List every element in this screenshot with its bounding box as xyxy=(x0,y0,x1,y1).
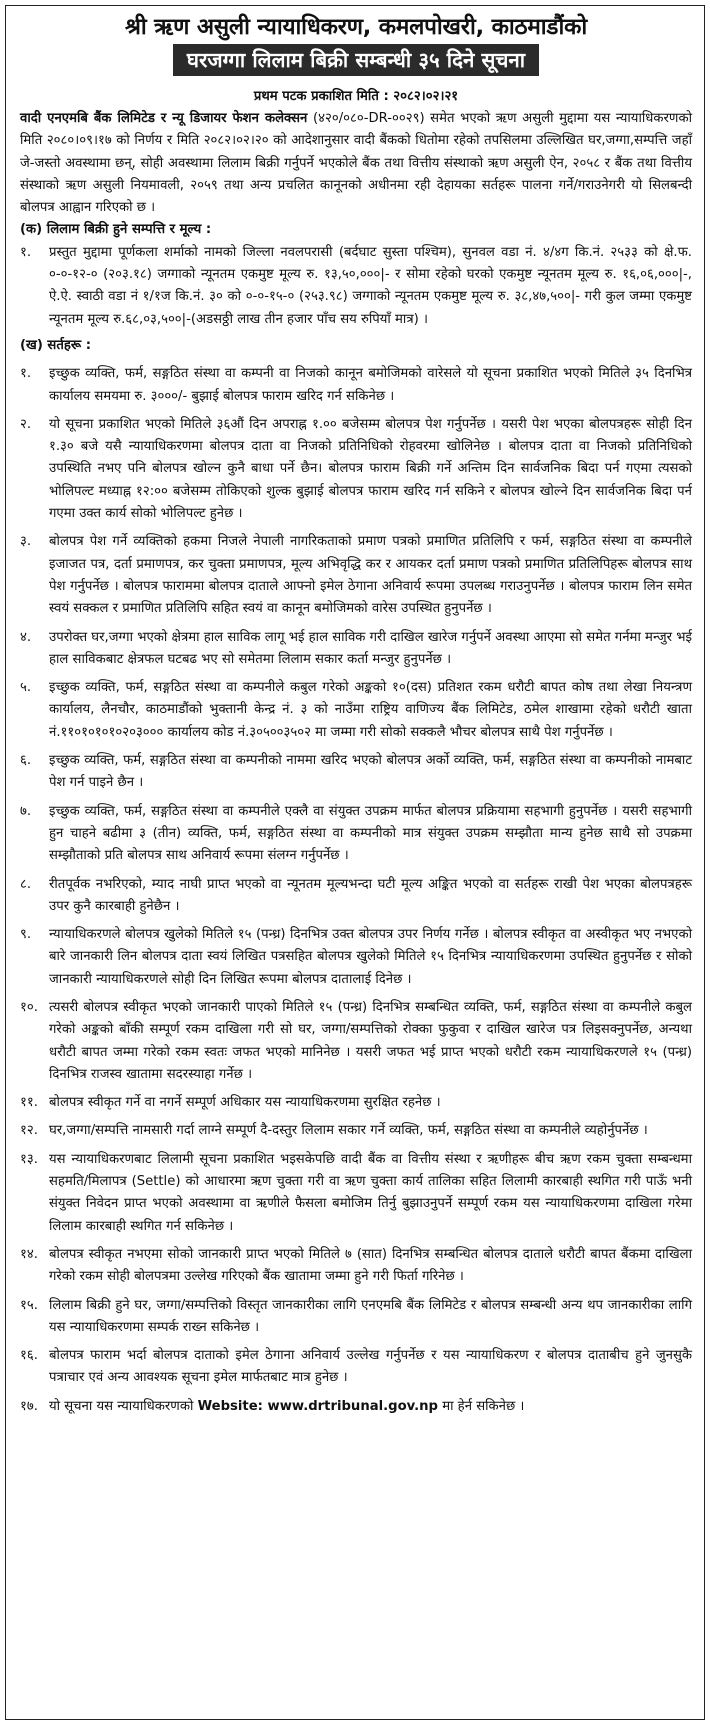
condition-item xyxy=(20,1244,692,1289)
section-property-heading: (क) लिलाम बिक्री हुने सम्पत्ति र मूल्य : xyxy=(20,222,212,238)
item-number: २. xyxy=(20,416,32,432)
condition-item xyxy=(20,1345,692,1390)
item-number: १३. xyxy=(20,1151,38,1167)
item-number: ९. xyxy=(20,927,32,943)
item-number: १. xyxy=(20,366,32,382)
condition-item xyxy=(20,924,692,991)
item-number: १६. xyxy=(20,1348,38,1364)
notice-frame xyxy=(5,5,705,1720)
website-link[interactable]: Website: www.drtribunal.gov.np xyxy=(197,1398,438,1414)
item-number: १७. xyxy=(20,1398,38,1414)
item-text: प्रस्तुत मुद्दामा पूर्णकला शर्माको नामको जिल्ला नवलपरासी (बर्दघाट सुस्ता पश्चिम), सुनवल वडा नं. ४/४ग कि.नं. २५३३ को क्षे.फ. ०-०-१२-० (२०३.१८) जग्गाको न्यूनतम एकमुष्ट मूल्य रु. १३,५०,०००|- र सोमा रहेको घरको एकमुष्ट न्यूनतम मूल्य रु. १६,०६,०००|-, ऐ.ऐ. स्वाठी वडा नं १/१ज कि.नं. ३० को ०-०-१५-० (२५३.९८) जग्गाको न्यूनतम एकमुष्ट मूल्य रु. ३८,४७,५००|- गरी कुल जम्मा एकमुष्ट न्यूनतम मूल्य रु.६८,०३,५००|-(अडसठ्ठी लाख तीन हजार पाँच सय रुपियाँ मात्र) । xyxy=(49,244,692,327)
condition-item xyxy=(20,801,692,868)
condition-item xyxy=(20,1092,692,1114)
item-text: इच्छुक व्यक्ति, फर्म, सङ्गठित संस्था वा कम्पनीको नाममा खरिद भएको बोलपत्र अर्को व्यक्ति, फर्म, सङ्गठित संस्था वा कम्पनीको नामबाट पेश गर्न पाइने छैन । xyxy=(49,753,692,791)
condition-item xyxy=(20,677,692,744)
item-text: न्यायाधिकरणले बोलपत्र खुलेको मितिले १५ (पन्ध्र) दिनभित्र उक्त बोलपत्र उपर निर्णय गर्नेछ । बोलपत्र स्वीकृत वा अस्वीकृत भए नभएको बारे जानकारी लिन बोलपत्र दाता स्वयं लिखित पत्रसहित बोलपत्र खुलेको मितिले १५ दिनभित्र न्यायाधिकरणमा उपस्थित हुनुपर्नेछ र सोको जानकारी न्यायाधिकरणले सोही दिन लिखित रूपमा बोलपत्र दातालाई दिनेछ । xyxy=(49,927,692,987)
item-text: इच्छुक व्यक्ति, फर्म, सङ्गठित संस्था वा कम्पनी वा निजको कानून बमोजिमको वारेसले यो सूचना प्रकाशित भएको मितिले ३५ दिनभित्र कार्यालय समयमा रु. ३०००/- बुझाई बोलपत्र फाराम खरिद गर्न सकिनेछ । xyxy=(49,366,692,404)
condition-item xyxy=(20,997,692,1086)
item-number: १२. xyxy=(20,1123,38,1139)
section-conditions-heading: (ख) सर्तहरू : xyxy=(20,337,91,353)
plaintiff-parties: वादी एनएमबि बैंक लिमिटेड र न्यू डिजायर फेशन कलेक्सन xyxy=(20,111,308,126)
item-number: ५. xyxy=(20,680,32,696)
property-item xyxy=(20,242,692,331)
item-text: बोलपत्र फाराम भर्दा बोलपत्र दाताको इमेल ठेगाना अनिवार्य उल्लेख गर्नुपर्नेछ र यस न्यायाधिकरण र बोलपत्र दाताबीच हुने जुनसुकै पत्राचार एवं अन्य आवश्यक सूचना इमेल मार्फतबाट मात्र हुनेछ । xyxy=(49,1348,692,1386)
item-number: १४. xyxy=(20,1246,38,1262)
item-number: ७. xyxy=(20,803,32,819)
website-pre: यो सूचना यस न्यायाधिकरणको xyxy=(49,1398,198,1414)
publication-date: प्रथम पटक प्रकाशित मिति : २०८२।०२।२१ xyxy=(253,89,459,104)
item-number: ३. xyxy=(20,534,32,550)
item-number: ११. xyxy=(20,1095,38,1111)
notice-title: श्री ऋण असुली न्यायाधिकरण, कमलपोखरी, काठमाडौंको xyxy=(124,14,588,40)
notice-banner: घरजग्गा लिलाम बिक्री सम्बन्धी ३५ दिने सूचना xyxy=(173,44,539,76)
item-number: १०. xyxy=(20,999,38,1015)
item-text: बोलपत्र स्वीकृत गर्ने वा नगर्ने सम्पूर्ण अधिकार यस न्यायाधिकरणमा सुरक्षित रहनेछ । xyxy=(49,1095,441,1111)
item-number: ४. xyxy=(20,629,32,645)
condition-item xyxy=(20,1295,692,1340)
item-text: यस न्यायाधिकरणबाट लिलामी सूचना प्रकाशित भइसकेपछि वादी बैंक वा वित्तीय संस्था र ऋणीहरू बीच ऋण रकम चुक्ता सम्बन्धमा सहमति/मिलापत्र (Settle) को आधारमा ऋण चुक्ता गरी वा ऋण चुक्ता कार्य तालिका सहित लिलामी कारबाही स्थगित गरी पाऊँ भनी संयुक्त निवेदन प्राप्त भएको अवस्थामा वा ऋणीले फैसला बमोजिम तिर्नु बुझाउनुपर्ने सम्पूर्ण रकम यस न्यायाधिकरणमा दाखिला गरेमा लिलाम कारबाही स्थगित गर्न सकिनेछ । xyxy=(49,1151,692,1234)
item-number: १. xyxy=(20,244,32,260)
item-text: यो सूचना प्रकाशित भएको मितिले ३६औं दिन अपराह्न १.०० बजेसम्म बोलपत्र पेश गर्नुपर्नेछ । यसरी पेश भएका बोलपत्रहरू सोही दिन १.३० बजे यसै न्यायाधिकरणमा बोलपत्र दाता वा निजको प्रतिनिधिको रोहवरमा खोलिनेछ । बोलपत्र दाता वा निजको प्रतिनिधिको उपस्थिति नभए पनि बोलपत्र खोल्न कुनै बाधा पर्ने छैन। बोलपत्र फाराम बिक्री गर्ने अन्तिम दिन सार्वजनिक बिदा पर्न गएमा त्यसको भोलिपल्ट मध्याह्न १२:०० बजेसम्म तोकिएको शुल्क बुझाई बोलपत्र फाराम खरिद गर्न सकिने र बोलपत्र खोल्ने दिन सार्वजनिक बिदा पर्न गएमा उक्त कार्य सोको भोलिपल्ट हुनेछ । xyxy=(49,416,692,522)
item-text xyxy=(49,1396,692,1418)
intro-text: (४२०/०८०-DR-००२९) समेत भएको ऋण असुली मुद्दामा यस न्यायाधिकरणको मिति २०८०।०९।१७ को निर्णय र मिति २०८२।०२।२० को आदेशानुसार वादी बैंकको धितोमा रहेको तपसिलमा उल्लिखित घर,जग्गा,सम्पत्ति जहाँ जे-जस्तो अवस्थामा छन्, सोही अवस्थामा लिलाम बिक्री गर्नुपर्ने भएकोले बैंक तथा वित्तीय संस्थाको ऋण असुली ऐन, २०५८ र बैंक तथा वित्तीय संस्थाको ऋण असुली नियमावली, २०५९ तथा अन्य प्रचलित कानूनको अधीनमा रही देहायका सर्तहरू पालना गर्ने/गराउनेगरी यो सिलबन्दी बोलपत्र आह्वान गरिएको छ । xyxy=(20,111,692,216)
condition-item xyxy=(20,1120,692,1142)
condition-item xyxy=(20,627,692,672)
website-post: मा हेर्न सकिनेछ । xyxy=(438,1398,525,1414)
notice-banner-wrap xyxy=(20,44,692,76)
condition-item xyxy=(20,874,692,919)
item-text: बोलपत्र पेश गर्ने व्यक्तिको हकमा निजले नेपाली नागरिकताको प्रमाण पत्रको प्रमाणित प्रतिलिपि र फर्म, सङ्गठित संस्था वा कम्पनीले इजाजत पत्र, दर्ता प्रमाणपत्र, कर चुक्ता प्रमाणपत्र, मूल्य अभिवृद्धि कर र आयकर दर्ता प्रमाण पत्रको प्रमाणित प्रतिलिपिहरू बोलपत्र साथ पेश गर्नुपर्नेछ । बोलपत्र फाराममा बोलपत्र दाताले आफ्नो इमेल ठेगाना अनिवार्य रूपमा उपलब्ध गराउनुपर्नेछ । बोलपत्र फाराम लिन समेत स्वयं सक्कल र प्रमाणित प्रतिलिपि सहित स्वयं वा कानून बमोजिमको वारेस उपस्थित हुनुपर्नेछ । xyxy=(49,534,692,617)
item-number: १५. xyxy=(20,1297,38,1313)
item-text: इच्छुक व्यक्ति, फर्म, सङ्गठित संस्था वा कम्पनीले कबुल गरेको अङ्कको १०(दस) प्रतिशत रकम धरौटी बापत कोष तथा लेखा नियन्त्रण कार्यालय, लैनचौर, काठमाडौंको भुक्तानी केन्द्र नं. ३ को नाउँमा राष्ट्रिय वाणिज्य बैंक लिमिटेड, ठमेल शाखामा रहेको धरौटी खाता नं.११०१०१०१०२०३००० कार्यालय कोड नं.३०५००३५०२ मा जम्मा गरी सोको सक्कलै भौचर बोलपत्र साथै पेश गर्नुपर्नेछ । xyxy=(49,680,692,740)
condition-item xyxy=(20,414,692,525)
condition-item xyxy=(20,531,692,620)
conditions-list xyxy=(20,363,692,1389)
item-number: ८. xyxy=(20,876,32,892)
condition-item xyxy=(20,1396,692,1418)
item-text: लिलाम बिक्री हुने घर, जग्गा/सम्पत्तिको विस्तृत जानकारीका लागि एनएमबि बैंक लिमिटेड र बोलपत्र सम्बन्धी अन्य थप जानकारीका लागि यस न्यायाधिकरणमा सम्पर्क राख्न सकिनेछ । xyxy=(49,1297,692,1335)
item-number: ६. xyxy=(20,753,32,769)
item-text: रीतपूर्वक नभरिएको, म्याद नाघी प्राप्त भएको वा न्यूनतम मूल्यभन्दा घटी मूल्य अङ्कित भएको वा सर्तहरू राखी पेश भएका बोलपत्रहरू उपर कुनै कारबाही हुनेछैन । xyxy=(49,876,692,914)
item-text: त्यसरी बोलपत्र स्वीकृत भएको जानकारी पाएको मितिले १५ (पन्ध्र) दिनभित्र सम्बन्धित व्यक्ति, फर्म, सङ्गठित संस्था वा कम्पनीले कबुल गरेको अङ्कको बाँकी सम्पूर्ण रकम दाखिला गरी सो घर, जग्गा/सम्पत्तिको रोक्का फुकुवा र दाखिल खारेज पत्र लिइसक्नुपर्नेछ, अन्यथा धरौटी बापत जम्मा गरेको रकम स्वतः जफत भएको मानिनेछ । यसरी जफत भई प्राप्त भएको धरौटी रकम न्यायाधिकरणले १५ (पन्ध्र) दिनभित्र राजस्व खातामा सदरस्याहा गर्नेछ । xyxy=(49,999,692,1082)
item-text: घर,जग्गा/सम्पत्ति नामसारी गर्दा लाग्ने सम्पूर्ण दै-दस्तुर लिलाम सकार गर्ने व्यक्ति, फर्म, सङ्गठित संस्था वा कम्पनीले व्यहोर्नुपर्नेछ । xyxy=(49,1123,648,1139)
item-text: इच्छुक व्यक्ति, फर्म, सङ्गठित संस्था वा कम्पनीले एक्लै वा संयुक्त उपक्रम मार्फत बोलपत्र प्रक्रियामा सहभागी हुनुपर्नेछ । यसरी सहभागी हुन चाहने बढीमा ३ (तीन) व्यक्ति, फर्म, सङ्गठित संस्था वा कम्पनीको मात्र संयुक्त उपक्रम सम्झौता मान्य हुनेछ साथै सो उपक्रमा सम्झौताको प्रति बोलपत्र साथ अनिवार्य रूपमा संलग्न गर्नुपर्नेछ । xyxy=(49,803,692,864)
item-text: बोलपत्र स्वीकृत नभएमा सोको जानकारी प्राप्त भएको मितिले ७ (सात) दिनभित्र सम्बन्धित बोलपत्र दाताले धरौटी बापत बैंकमा दाखिला गरेको रकम सोही बोलपत्रमा उल्लेख गरिएको बैंक खातामा जम्मा हुने गरी फिर्ता गरिनेछ । xyxy=(49,1246,692,1285)
condition-item xyxy=(20,363,692,408)
intro-paragraph xyxy=(20,108,692,219)
condition-item xyxy=(20,750,692,795)
item-text: उपरोक्त घर,जग्गा भएको क्षेत्रमा हाल साविक लागू भई हाल साविक गरी दाखिल खारेज गर्नुपर्ने अवस्था आएमा सो समेत गर्नमा मन्जुर भई हाल साविकबाट क्षेत्रफल घटबढ भए सो समेतमा लिलाम सकार कर्ता मन्जुर हुनुपर्नेछ । xyxy=(49,629,692,667)
condition-item xyxy=(20,1149,692,1238)
